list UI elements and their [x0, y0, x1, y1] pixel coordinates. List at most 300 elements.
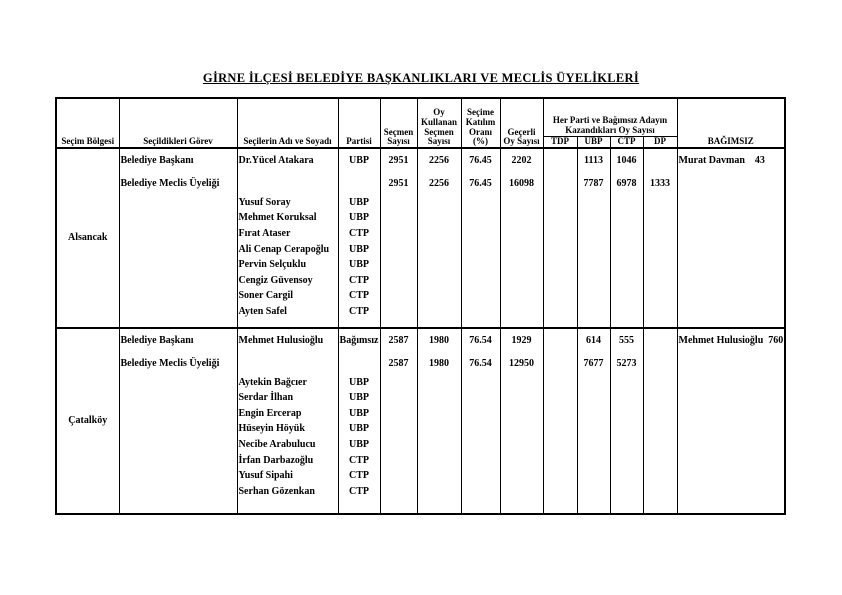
table-row: [56, 257, 785, 273]
cell-turnout: [461, 242, 500, 258]
cell-valid: [500, 273, 543, 289]
cell-valid: 2202: [500, 148, 543, 173]
cell-ubp: [577, 468, 610, 484]
cell-independent: [677, 320, 785, 328]
cell-cast: [417, 257, 461, 273]
cell-ctp: [610, 422, 643, 438]
cell-independent: [677, 353, 785, 375]
cell-office: [119, 320, 237, 328]
cell-dp: [643, 453, 677, 469]
cell-ubp: [577, 500, 610, 514]
cell-valid: [500, 422, 543, 438]
table-row: [56, 148, 785, 173]
table-row: [56, 406, 785, 422]
table-row: [56, 195, 785, 211]
table-row: [56, 211, 785, 227]
cell-valid: 12950: [500, 353, 543, 375]
cell-independent: [677, 273, 785, 289]
cell-voters: [380, 453, 417, 469]
cell-cast: [417, 195, 461, 211]
cell-party: UBP: [338, 195, 380, 211]
cell-office: Belediye Meclis Üyeliği: [119, 173, 237, 195]
cell-valid: [500, 257, 543, 273]
cell-ubp: [577, 211, 610, 227]
cell-turnout: [461, 422, 500, 438]
table-row: [56, 375, 785, 391]
cell-voters: [380, 375, 417, 391]
cell-cast: [417, 422, 461, 438]
cell-cast: [417, 390, 461, 406]
cell-tdp: [543, 289, 577, 305]
cell-voters: 2951: [380, 173, 417, 195]
cell-valid: [500, 406, 543, 422]
cell-ctp: [610, 273, 643, 289]
col-header-ubp: UBP: [577, 136, 610, 148]
cell-turnout: 76.54: [461, 328, 500, 353]
region-group: [56, 148, 785, 328]
cell-tdp: [543, 422, 577, 438]
cell-office: [119, 390, 237, 406]
cell-independent: [677, 500, 785, 514]
table-row: [56, 468, 785, 484]
cell-voters: [380, 195, 417, 211]
cell-voters: 2587: [380, 353, 417, 375]
cell-independent: [677, 422, 785, 438]
cell-tdp: [543, 328, 577, 353]
cell-turnout: 76.45: [461, 173, 500, 195]
cell-tdp: [543, 500, 577, 514]
cell-dp: [643, 500, 677, 514]
cell-independent: [677, 195, 785, 211]
cell-office: Belediye Başkanı: [119, 148, 237, 173]
col-header-voters: Seçmen Sayısı: [380, 98, 417, 148]
cell-ctp: [610, 375, 643, 391]
cell-party: CTP: [338, 226, 380, 242]
cell-tdp: [543, 226, 577, 242]
cell-ubp: [577, 304, 610, 320]
cell-valid: 1929: [500, 328, 543, 353]
cell-independent: [677, 211, 785, 227]
cell-valid: 16098: [500, 173, 543, 195]
cell-dp: 1333: [643, 173, 677, 195]
cell-ctp: 5273: [610, 353, 643, 375]
table-row: [56, 453, 785, 469]
cell-valid: [500, 390, 543, 406]
cell-independent: [677, 304, 785, 320]
cell-dp: [643, 406, 677, 422]
cell-turnout: [461, 375, 500, 391]
cell-ubp: [577, 195, 610, 211]
col-header-name: Seçilerin Adı ve Soyadı: [237, 98, 338, 148]
cell-cast: [417, 242, 461, 258]
cell-dp: [643, 273, 677, 289]
cell-ubp: [577, 406, 610, 422]
cell-office: [119, 304, 237, 320]
cell-office: [119, 195, 237, 211]
cell-dp: [643, 211, 677, 227]
cell-ctp: [610, 257, 643, 273]
cell-turnout: [461, 320, 500, 328]
cell-party: Bağımsız: [338, 328, 380, 353]
cell-name: Serhan Gözenkan: [237, 484, 338, 500]
cell-tdp: [543, 304, 577, 320]
cell-tdp: [543, 242, 577, 258]
cell-ctp: [610, 390, 643, 406]
cell-independent: [677, 453, 785, 469]
cell-tdp: [543, 353, 577, 375]
cell-tdp: [543, 195, 577, 211]
cell-independent: [677, 173, 785, 195]
cell-party: CTP: [338, 484, 380, 500]
election-results-table: [55, 97, 786, 515]
cell-name: Yusuf Soray: [237, 195, 338, 211]
cell-name: Ali Cenap Cerapoğlu: [237, 242, 338, 258]
cell-office: [119, 257, 237, 273]
cell-valid: [500, 289, 543, 305]
cell-ctp: [610, 437, 643, 453]
cell-party: UBP: [338, 242, 380, 258]
cell-cast: [417, 468, 461, 484]
cell-name: Cengiz Güvensoy: [237, 273, 338, 289]
cell-office: [119, 468, 237, 484]
cell-tdp: [543, 173, 577, 195]
cell-ctp: [610, 226, 643, 242]
col-header-independent: BAĞIMSIZ: [677, 98, 785, 148]
cell-independent: [677, 484, 785, 500]
cell-dp: [643, 304, 677, 320]
cell-office: [119, 375, 237, 391]
cell-ctp: [610, 406, 643, 422]
table-row: [56, 353, 785, 375]
cell-cast: [417, 453, 461, 469]
cell-dp: [643, 195, 677, 211]
table-row: [56, 304, 785, 320]
cell-voters: [380, 242, 417, 258]
cell-ctp: [610, 468, 643, 484]
cell-ctp: 1046: [610, 148, 643, 173]
group-spacer-row: [56, 500, 785, 514]
cell-voters: [380, 257, 417, 273]
cell-voters: [380, 211, 417, 227]
cell-ctp: [610, 195, 643, 211]
cell-turnout: [461, 406, 500, 422]
cell-voters: [380, 484, 417, 500]
group-spacer-row: [56, 320, 785, 328]
cell-independent: [677, 375, 785, 391]
cell-dp: [643, 375, 677, 391]
cell-name: [237, 353, 338, 375]
cell-name: Engin Ercerap: [237, 406, 338, 422]
cell-independent: [677, 437, 785, 453]
cell-name: Mehmet Hulusioğlu: [237, 328, 338, 353]
cell-voters: [380, 468, 417, 484]
cell-party: UBP: [338, 257, 380, 273]
cell-name: Dr.Yücel Atakara: [237, 148, 338, 173]
table-row: [56, 226, 785, 242]
cell-turnout: [461, 195, 500, 211]
cell-cast: [417, 320, 461, 328]
cell-name: Aytekin Bağcıer: [237, 375, 338, 391]
region-group: [56, 328, 785, 514]
cell-independent: [677, 390, 785, 406]
cell-party: [338, 320, 380, 328]
cell-turnout: [461, 437, 500, 453]
cell-independent: [677, 289, 785, 305]
cell-dp: [643, 390, 677, 406]
cell-office: [119, 211, 237, 227]
table-row: [56, 422, 785, 438]
cell-ubp: [577, 320, 610, 328]
cell-name: Pervin Selçuklu: [237, 257, 338, 273]
cell-voters: 2587: [380, 328, 417, 353]
cell-ctp: [610, 484, 643, 500]
cell-party: UBP: [338, 148, 380, 173]
cell-office: [119, 484, 237, 500]
cell-ubp: [577, 273, 610, 289]
cell-dp: [643, 353, 677, 375]
cell-name: [237, 500, 338, 514]
cell-cast: [417, 226, 461, 242]
col-header-dp: DP: [643, 136, 677, 148]
cell-region: Alsancak: [56, 148, 119, 328]
cell-ubp: [577, 226, 610, 242]
cell-cast: [417, 289, 461, 305]
cell-cast: [417, 375, 461, 391]
cell-ubp: 614: [577, 328, 610, 353]
cell-ctp: 6978: [610, 173, 643, 195]
cell-ctp: [610, 211, 643, 227]
cell-ubp: [577, 390, 610, 406]
cell-dp: [643, 242, 677, 258]
cell-party: CTP: [338, 453, 380, 469]
cell-valid: [500, 500, 543, 514]
cell-turnout: [461, 390, 500, 406]
cell-valid: [500, 242, 543, 258]
cell-ctp: 555: [610, 328, 643, 353]
cell-office: Belediye Meclis Üyeliği: [119, 353, 237, 375]
col-header-tdp: TDP: [543, 136, 577, 148]
cell-ubp: [577, 289, 610, 305]
cell-voters: [380, 273, 417, 289]
cell-tdp: [543, 437, 577, 453]
cell-voters: [380, 406, 417, 422]
cell-voters: [380, 226, 417, 242]
cell-tdp: [543, 390, 577, 406]
cell-ubp: 7787: [577, 173, 610, 195]
cell-turnout: [461, 289, 500, 305]
cell-valid: [500, 304, 543, 320]
cell-ctp: [610, 289, 643, 305]
cell-ctp: [610, 242, 643, 258]
cell-party: CTP: [338, 468, 380, 484]
cell-office: [119, 242, 237, 258]
cell-cast: 2256: [417, 173, 461, 195]
col-header-valid-votes: Geçerli Oy Sayısı: [500, 98, 543, 148]
cell-tdp: [543, 375, 577, 391]
cell-name: Necibe Arabulucu: [237, 437, 338, 453]
cell-tdp: [543, 320, 577, 328]
cell-cast: [417, 500, 461, 514]
cell-party: [338, 500, 380, 514]
col-header-party-votes: Her Parti ve Bağımsız Adayın Kazandıkları Oy Sayısı: [543, 98, 677, 136]
cell-dp: [643, 484, 677, 500]
cell-independent: [677, 406, 785, 422]
cell-name: Yusuf Sipahi: [237, 468, 338, 484]
cell-voters: [380, 304, 417, 320]
cell-voters: [380, 500, 417, 514]
cell-ubp: [577, 422, 610, 438]
col-header-region: Seçim Bölgesi: [56, 98, 119, 148]
cell-ubp: [577, 437, 610, 453]
cell-dp: [643, 289, 677, 305]
cell-turnout: 76.54: [461, 353, 500, 375]
cell-tdp: [543, 273, 577, 289]
cell-turnout: [461, 273, 500, 289]
cell-dp: [643, 320, 677, 328]
cell-dp: [643, 257, 677, 273]
table-row: [56, 328, 785, 353]
cell-dp: [643, 437, 677, 453]
col-header-turnout: Seçime Katılım Oranı (%): [461, 98, 500, 148]
cell-voters: 2951: [380, 148, 417, 173]
cell-ctp: [610, 320, 643, 328]
cell-name: İrfan Darbazoğlu: [237, 453, 338, 469]
table-row: [56, 173, 785, 195]
cell-independent: [677, 468, 785, 484]
cell-ubp: [577, 257, 610, 273]
cell-name: Ayten Safel: [237, 304, 338, 320]
cell-office: Belediye Başkanı: [119, 328, 237, 353]
cell-office: [119, 453, 237, 469]
cell-cast: [417, 304, 461, 320]
cell-office: [119, 422, 237, 438]
cell-voters: [380, 437, 417, 453]
cell-cast: [417, 484, 461, 500]
cell-valid: [500, 195, 543, 211]
cell-office: [119, 406, 237, 422]
cell-cast: 1980: [417, 328, 461, 353]
cell-turnout: [461, 453, 500, 469]
cell-name: [237, 320, 338, 328]
cell-independent: [677, 257, 785, 273]
table-row: [56, 242, 785, 258]
cell-independent: Mehmet Hulusioğlu 760: [677, 328, 785, 353]
cell-ubp: 7677: [577, 353, 610, 375]
cell-tdp: [543, 406, 577, 422]
cell-turnout: [461, 468, 500, 484]
cell-valid: [500, 211, 543, 227]
cell-ubp: [577, 375, 610, 391]
cell-party: [338, 353, 380, 375]
cell-valid: [500, 375, 543, 391]
cell-party: UBP: [338, 437, 380, 453]
col-header-ctp: CTP: [610, 136, 643, 148]
cell-dp: [643, 148, 677, 173]
cell-office: [119, 273, 237, 289]
cell-party: CTP: [338, 273, 380, 289]
cell-name: Soner Cargil: [237, 289, 338, 305]
cell-name: Mehmet Koruksal: [237, 211, 338, 227]
cell-voters: [380, 320, 417, 328]
cell-independent: [677, 242, 785, 258]
cell-tdp: [543, 148, 577, 173]
table-header: [56, 98, 785, 148]
table-row: [56, 484, 785, 500]
cell-valid: [500, 320, 543, 328]
cell-ctp: [610, 304, 643, 320]
cell-party: UBP: [338, 375, 380, 391]
table-row: [56, 437, 785, 453]
cell-cast: 2256: [417, 148, 461, 173]
cell-cast: [417, 406, 461, 422]
cell-cast: [417, 273, 461, 289]
cell-turnout: [461, 500, 500, 514]
cell-valid: [500, 437, 543, 453]
cell-party: CTP: [338, 289, 380, 305]
cell-tdp: [543, 484, 577, 500]
cell-turnout: [461, 257, 500, 273]
cell-dp: [643, 468, 677, 484]
cell-name: Serdar İlhan: [237, 390, 338, 406]
cell-party: UBP: [338, 406, 380, 422]
col-header-party: Partisi: [338, 98, 380, 148]
cell-name: Fırat Ataser: [237, 226, 338, 242]
cell-office: [119, 500, 237, 514]
cell-office: [119, 289, 237, 305]
cell-ctp: [610, 500, 643, 514]
table-row: [56, 289, 785, 305]
cell-party: UBP: [338, 390, 380, 406]
cell-ubp: [577, 484, 610, 500]
table-row: [56, 390, 785, 406]
cell-valid: [500, 226, 543, 242]
cell-party: UBP: [338, 422, 380, 438]
cell-valid: [500, 453, 543, 469]
cell-independent: [677, 226, 785, 242]
cell-turnout: [461, 211, 500, 227]
cell-tdp: [543, 453, 577, 469]
header-row-main: [56, 98, 785, 136]
cell-name: [237, 173, 338, 195]
cell-region: Çatalköy: [56, 328, 119, 514]
cell-ubp: 1113: [577, 148, 610, 173]
cell-cast: [417, 437, 461, 453]
cell-turnout: 76.45: [461, 148, 500, 173]
cell-office: [119, 437, 237, 453]
cell-turnout: [461, 226, 500, 242]
cell-party: CTP: [338, 304, 380, 320]
cell-ctp: [610, 453, 643, 469]
cell-turnout: [461, 304, 500, 320]
cell-tdp: [543, 257, 577, 273]
cell-tdp: [543, 211, 577, 227]
cell-independent: Murat Davman 43: [677, 148, 785, 173]
col-header-office: Seçildikleri Görev: [119, 98, 237, 148]
cell-valid: [500, 468, 543, 484]
cell-dp: [643, 226, 677, 242]
cell-dp: [643, 422, 677, 438]
cell-dp: [643, 328, 677, 353]
cell-name: Hüseyin Höyük: [237, 422, 338, 438]
table-row: [56, 273, 785, 289]
col-header-votes-cast: Oy Kullanan Seçmen Sayısı: [417, 98, 461, 148]
cell-ubp: [577, 453, 610, 469]
cell-valid: [500, 484, 543, 500]
cell-turnout: [461, 484, 500, 500]
cell-cast: 1980: [417, 353, 461, 375]
cell-cast: [417, 211, 461, 227]
cell-tdp: [543, 468, 577, 484]
